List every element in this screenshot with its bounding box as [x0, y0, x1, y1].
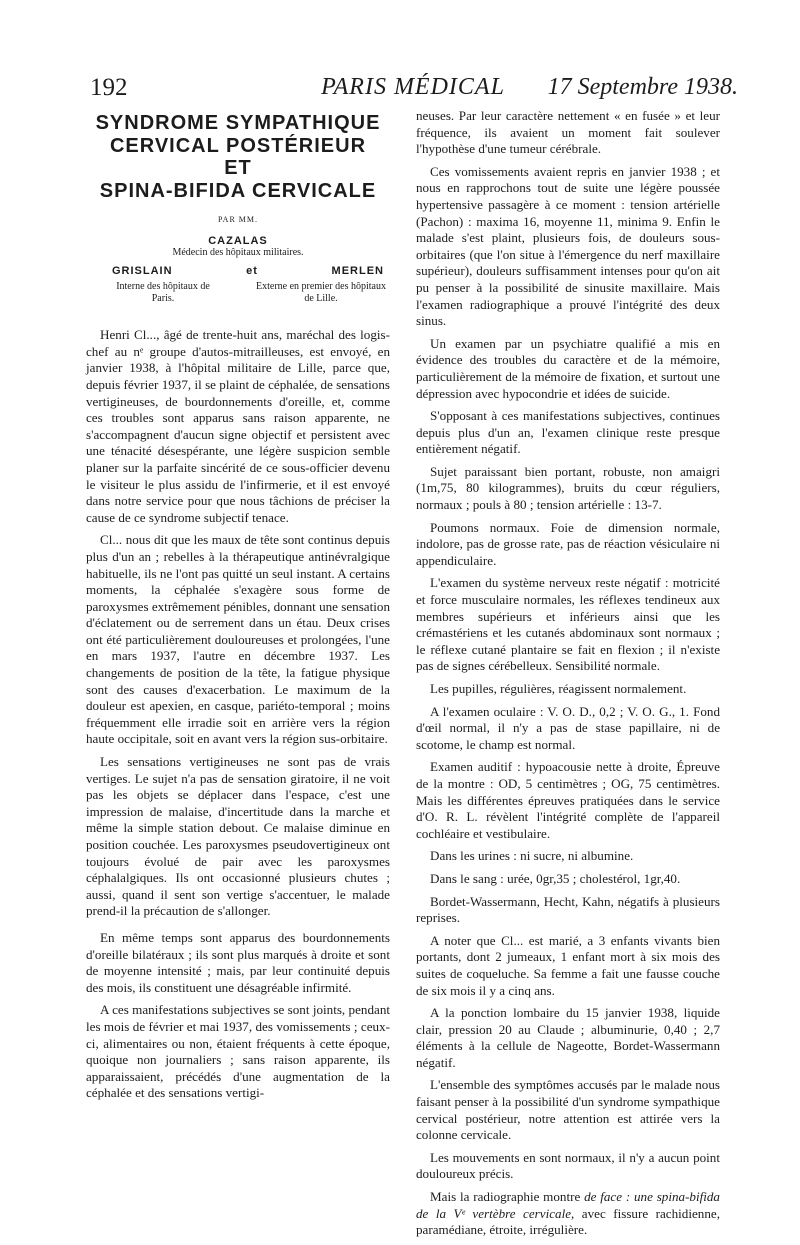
title-line: SYNDROME SYMPATHIQUE: [95, 112, 381, 134]
author-joiner: et: [246, 264, 258, 277]
authors-row: [112, 263, 384, 280]
paragraph: Les pupilles, régulières, réagissent normalement.: [430, 681, 687, 696]
text-run: Mais la radiographie montre: [430, 1189, 585, 1205]
paragraph: Dans les urines : ni sucre, ni albumine.: [430, 848, 634, 864]
journal-title: PARIS MÉDICAL: [321, 74, 505, 100]
paragraph: A la ponction lombaire du 15 janvier 1938, liquide clair, pression 20 au Claude ; albuminurie, 0,40 ; 2,7 éléments à la cellule de Nageotte, Bordet-Wassermann négatif.: [416, 1005, 720, 1070]
italic-run: de face : une spina-bifida de la Vᵉ vertèbre cervicale,: [416, 1189, 720, 1221]
paragraph: En même temps sont apparus des bourdonnements d'oreille bilatéraux ; ils sont plus marqués à droite et sont de moyenne intensité ; mais, par leur continuité depuis des mois, ils constituent une désagréable infirmité.: [86, 929, 390, 995]
author-cazalas-affiliation: Médecin des hôpitaux militaires.: [172, 246, 304, 258]
right-column: [416, 108, 720, 1245]
paragraph: A noter que Cl... est marié, a 3 enfants vivants bien portants, dont 2 jumeaux, 1 enfant mort à six mois des suites de coqueluche. Sa femme a fait une fausse couche de six mois il y a cinq ans.: [416, 932, 720, 998]
paragraph: Henri Cl..., âgé de trente-huit ans, maréchal des logis-chef au nᵉ groupe d'autos-mitrailleuses, est envoyé, en janvier 1938, à l'hôpital militaire de Lille, parce que, depuis février 1937, il se plaint de céphalée, de sensations vertigineuses, de bourdonnements d'oreille, et, comme ces troubles sont apparus sans raison apparente, ne s'accompagnent d'aucun signe objectif et persistent avec une ténacité désespérante, une légère suspicion semble planer sur la parfaite sincérité de ce sous-officier devenu le visiteur le plus assidu de l'infirmerie, et il est envoyé dans notre service pour que nous tâchions de préciser la cause de ce syndrome subjectif tenace.: [86, 327, 390, 525]
paragraph: Examen auditif : hypoacousie nette à droite, Épreuve de la montre : OD, 5 centimètres ; OG, 75 centimètres. Mais les différentes épreuves pratiquées dans le service d'O. R. L. révèlent l'intégrité complète de l'appareil cochléaire et vestibulaire.: [416, 759, 720, 841]
paragraph: Cl... nous dit que les maux de tête sont continus depuis plus d'un an ; rebelles à la thérapeutique antinévralgique habituelle, ils ne l'ont pas quitté un seul instant. A certains moments, la céphalée s'exagère sous forme de paroxysmes extrêmement pénibles, donnant une sensation d'éclatement ou de serrement dans un étau. Deux crises ont été particulièrement douloureuses et prolongées, l'une en mars 1937, l'autre en décembre 1937. Les changements de position de la tête, la fatigue physique sont des causes d'exacerbation. Le maximum de la douleur est apexien, en casque, pariéto-temporal ; moins fréquemment elle irradie soit en arrière vers la région haute occipitale, soit en avant vers la région sus-orbitaire.: [86, 532, 390, 747]
page-number: 192: [90, 74, 128, 101]
paragraph: neuses. Par leur caractère nettement « en fusée » et leur fréquence, ils avaient un moment fait soulever l'hypothèse d'une tumeur cérébrale.: [416, 108, 720, 157]
paragraph: [416, 1189, 720, 1239]
paragraph: Ces vomissements avaient repris en janvier 1938 ; et nous en rapprochons tout de suite une légère poussée hypertensive passagère à ce moment : tension artérielle (Pachon) : maxima 16, moyenne 11, minima 9. Enfin le malade s'est plaint, plusieurs fois, de douleurs sous-orbitaires (que l'on situe à l'émergence du nerf maxillaire supérieur), douleurs suffisamment intenses pour qu'on ait pu penser à la possibilité de sinusite maxillaire. Mais l'examen radiographique a prouvé l'intégrité des deux sinus.: [416, 163, 720, 329]
title-line: SPINA-BIFIDA CERVICALE: [99, 179, 377, 202]
left-body: [86, 327, 390, 1102]
byline: PAR MM.: [217, 215, 259, 224]
title-line: CERVICAL POSTÉRIEUR: [109, 134, 367, 157]
paragraph: A l'examen oculaire : V. O. D., 0,2 ; V. O. G., 1. Fond d'œil normal, il n'y a pas de stase papillaire, ni de scotome, le champ est normal.: [416, 703, 720, 752]
paragraph: Poumons normaux. Foie de dimension normale, indolore, pas de grosse rate, pas de réaction vésiculaire ni appendiculaire.: [416, 519, 720, 568]
paragraph: Un examen par un psychiatre qualifié a mis en évidence des troubles du caractère et de la mémoire, particulièrement de la mémoire de fixation, et surtout une dépression avec hypocondrie et idées de suicide.: [416, 335, 720, 401]
paragraph: L'examen du système nerveux reste négatif : motricité et force musculaire normales, les réflexes tendineux aux membres supérieurs et inférieurs ainsi que les crémastériens et les cutanés abdominaux sont normaux ; le réflexe cutané plantaire se fait en flexion ; il n'existe pas de signes cérébelleux. Sensibilité normale.: [416, 575, 720, 674]
running-header: [88, 74, 738, 106]
paragraph: L'ensemble des symptômes accusés par le malade nous faisant penser à la possibilité d'un syndrome sympathique cervical postérieur, notre attention est attirée vers la colonne cervicale.: [416, 1077, 720, 1143]
author-merlen: MERLEN: [331, 264, 384, 277]
paragraph: Bordet-Wassermann, Hecht, Kahn, négatifs à plusieurs reprises.: [416, 893, 720, 926]
author-cazalas: CAZALAS: [208, 234, 268, 247]
left-column: [86, 108, 390, 1108]
author-merlen-affiliation: Externe en premier des hôpitaux de Lille.: [256, 281, 386, 305]
paragraph: Sujet paraissant bien portant, robuste, non amaigri (1m,75, 80 kilogrammes), bruits du cœur réguliers, normaux ; pouls à 80 ; tension artérielle : 13-7.: [416, 463, 720, 513]
text-run: avec fissure rachidienne, paramédiane, étroite, irrégulière.: [416, 1205, 720, 1238]
paragraph: A ces manifestations subjectives se sont joints, pendant les mois de février et mai 1937, des vomissements ; ceux-ci, alimentaires ou non, étaient fréquents à cette époque, quoique non journaliers ; sans raison apparente, ils apparaissaient, précédés d'une augmentation de la céphalée et des sensations vertigi-: [86, 1002, 390, 1101]
paragraph: Dans le sang : urée, 0gr,35 ; cholestérol, 1gr,40.: [430, 870, 681, 886]
paragraph: Les mouvements en sont normaux, il n'y a aucun point douloureux précis.: [416, 1149, 720, 1182]
paragraph: Les sensations vertigineuses ne sont pas de vrais vertiges. Le sujet n'a pas de sensation giratoire, il ne voit pas les objets se déplacer dans l'espace, c'est une impression de malaise, d'incertitude dans la marche et même la simple station debout. Ce malaise diminue en position couchée. Les paroxysmes pseudovertigineux ont toujours évolué de pair avec les paroxysmes céphalalgiques. Ils ont occasionné plusieurs chutes ; aussi, quand il sent son vertige s'accentuer, le malade prend-il la précaution de s'allonger.: [86, 754, 390, 919]
title-line: ET: [224, 157, 252, 179]
paragraph: S'opposant à ces manifestations subjectives, continues depuis plus d'un an, l'examen clinique reste presque entièrement négatif.: [416, 408, 720, 457]
affiliations-row: [108, 281, 386, 305]
article-title: [86, 112, 390, 202]
issue-date: 17 Septembre 1938.: [547, 74, 738, 100]
author-grislain-affiliation: Interne des hôpitaux de Paris.: [116, 281, 210, 305]
author-grislain: GRISLAIN: [112, 264, 173, 277]
